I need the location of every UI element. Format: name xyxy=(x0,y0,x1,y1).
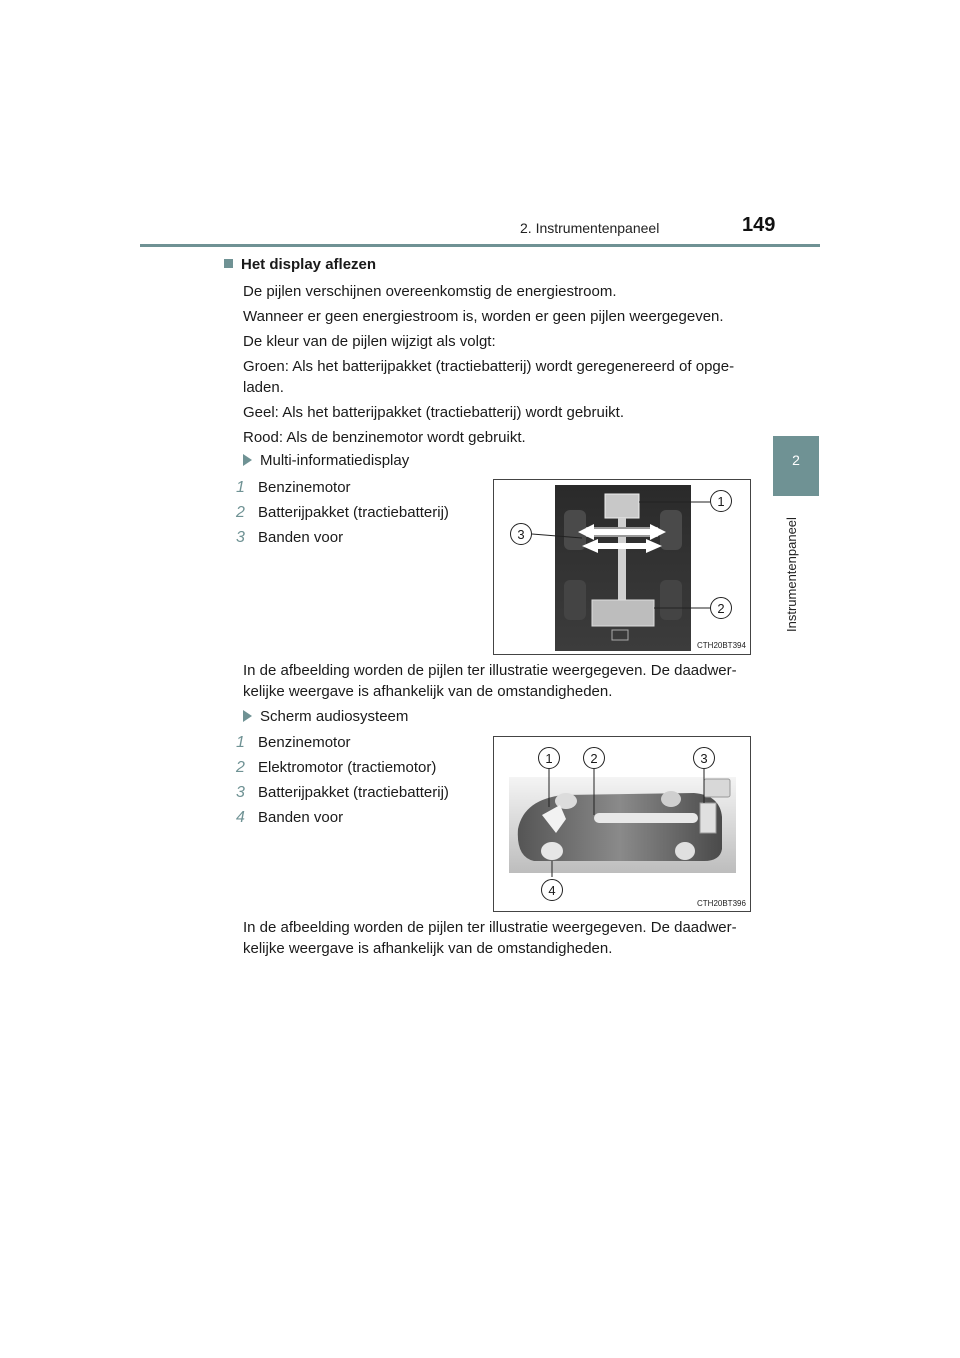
paragraph: Groen: Als het batterijpakket (tractiebatterij) wordt geregenereerd of opge-laden. xyxy=(243,358,735,396)
legend-label: Banden voor xyxy=(258,529,344,546)
legend-number: 3 xyxy=(236,529,245,546)
section-heading-text: Het display aflezen xyxy=(241,256,377,273)
legend-label: Benzinemotor xyxy=(258,479,351,496)
legend-label: Benzinemotor xyxy=(258,734,351,751)
paragraph: De pijlen verschijnen overeenkomstig de energiestroom. xyxy=(243,283,617,300)
header-rule xyxy=(140,244,820,247)
paragraph: Geel: Als het batterijpakket (tractiebatterij) wordt gebruikt. xyxy=(243,404,625,421)
energy-flow-bar xyxy=(594,813,698,823)
legend-item xyxy=(236,784,449,802)
callout-1: 1 xyxy=(710,490,732,512)
subsection-bullet xyxy=(243,708,408,725)
section-heading xyxy=(224,256,376,273)
legend-item xyxy=(236,759,436,777)
figure-audio-energy-monitor xyxy=(493,736,751,912)
triangle-bullet-icon xyxy=(243,710,252,722)
legend-number: 1 xyxy=(236,479,245,496)
legend-label: Batterijpakket (tractiebatterij) xyxy=(258,784,449,801)
paragraph: Rood: Als de benzinemotor wordt gebruikt. xyxy=(243,429,526,446)
legend-item xyxy=(236,529,343,547)
figure-note: In de afbeelding worden de pijlen ter illustratie weergegeven. De daadwer-kelijke weergave is afhankelijk van de omstandigheden. xyxy=(243,919,737,957)
page-number: 149 xyxy=(742,214,776,236)
back-button-icon xyxy=(704,779,730,797)
callout-1: 1 xyxy=(538,747,560,769)
bullet-label: Scherm audiosysteem xyxy=(260,708,409,725)
rear-left-tire xyxy=(564,580,586,620)
legend-number: 4 xyxy=(236,809,245,826)
front-right-tire xyxy=(660,510,682,550)
legend-number: 2 xyxy=(236,504,245,521)
legend-item xyxy=(236,479,351,497)
running-header-section: 2. Instrumentenpaneel xyxy=(520,220,660,236)
rear-right-wheel xyxy=(661,791,681,807)
legend-item xyxy=(236,734,351,752)
legend-label: Elektromotor (tractiemotor) xyxy=(258,759,437,776)
front-left-wheel xyxy=(541,842,563,860)
callout-3: 3 xyxy=(510,523,532,545)
heading-square-icon xyxy=(224,259,233,268)
figure-code: CTH20BT394 xyxy=(697,641,746,650)
legend-item xyxy=(236,504,449,522)
paragraph: De kleur van de pijlen wijzigt als volgt: xyxy=(243,333,496,350)
legend-label: Batterijpakket (tractiebatterij) xyxy=(258,504,449,521)
bullet-label: Multi-informatiedisplay xyxy=(260,452,410,469)
battery-icon xyxy=(700,803,716,833)
legend-number: 1 xyxy=(236,734,245,751)
rear-right-tire xyxy=(660,580,682,620)
figure-code: CTH20BT396 xyxy=(697,899,746,908)
paragraph: Wanneer er geen energiestroom is, worden er geen pijlen weergegeven. xyxy=(243,308,724,325)
chapter-label: Instrumentenpaneel xyxy=(784,517,799,632)
chapter-tab: 2 xyxy=(773,436,819,496)
legend-number: 2 xyxy=(236,759,245,776)
legend-number: 3 xyxy=(236,784,245,801)
front-right-wheel xyxy=(675,842,695,860)
callout-3: 3 xyxy=(693,747,715,769)
triangle-bullet-icon xyxy=(243,454,252,466)
legend-item xyxy=(236,809,343,827)
subsection-bullet xyxy=(243,452,409,469)
engine-icon xyxy=(605,494,639,518)
legend-label: Banden voor xyxy=(258,809,344,826)
figure-note: In de afbeelding worden de pijlen ter illustratie weergegeven. De daadwer-kelijke weergave is afhankelijk van de omstandigheden. xyxy=(243,662,737,700)
callout-2: 2 xyxy=(583,747,605,769)
figure-energy-monitor-mid xyxy=(493,479,751,655)
battery-pack-icon xyxy=(592,600,654,626)
callout-4: 4 xyxy=(541,879,563,901)
callout-2: 2 xyxy=(710,597,732,619)
